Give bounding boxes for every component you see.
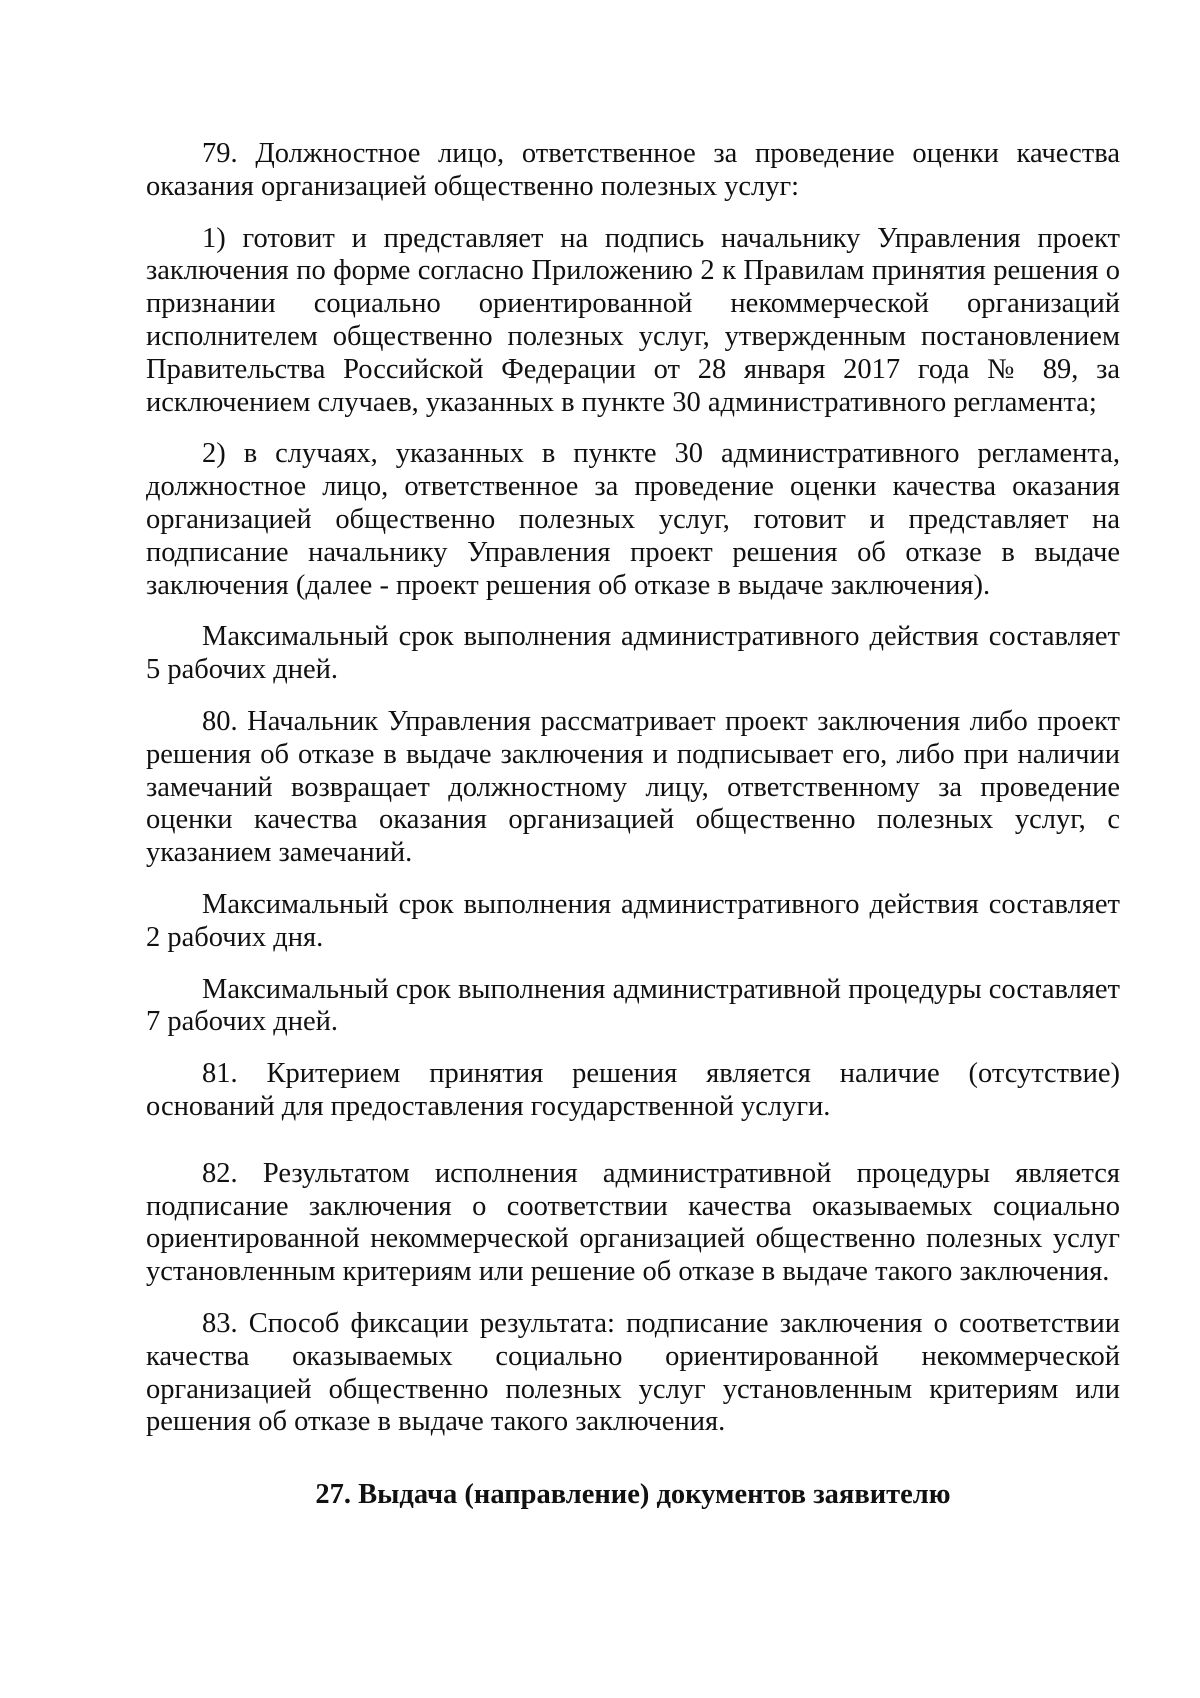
paragraph-81: 81. Критерием принятия решения является наличие (отсутствие) оснований для предоставления государственной услуги. xyxy=(146,1058,1120,1122)
paragraph-79-item-1: 1) готовит и представляет на подпись начальнику Управления проект заключения по форме согласно Приложению 2 к Правилам принятия решения о признании социально ориентированной некоммерческой организаций исполнителем общественно полезных услуг, утвержденным постановлением Правительства Российской Федерации от 28 января 2017 года № 89, за исключением случаев, указанных в пункте 30 административного регламента; xyxy=(146,222,1120,418)
paragraph-82: 82. Результатом исполнения административной процедуры является подписание заключения о соответствии качества оказываемых социально ориентированной некоммерческой организацией общественно полезных услуг установленным критериям или решение об отказе в выдаче такого заключения. xyxy=(146,1157,1120,1288)
paragraph-83: 83. Способ фиксации результата: подписание заключения о соответствии качества оказываемых социально ориентированной некоммерческой организацией общественно полезных услуг установленным критериям или решения об отказе в выдаче такого заключения. xyxy=(146,1307,1120,1438)
paragraph-79-item-2: 2) в случаях, указанных в пункте 30 административного регламента, должностное лицо, ответственное за проведение оценки качества оказания организацией общественно полезных услуг, готовит и представляет на подписание начальнику Управления проект решения об отказе в выдаче заключения (далее - проект решения об отказе в выдаче заключения). xyxy=(146,438,1120,601)
paragraph-79: 79. Должностное лицо, ответственное за проведение оценки качества оказания организацией общественно полезных услуг: xyxy=(146,138,1120,202)
paragraph-80: 80. Начальник Управления рассматривает проект заключения либо проект решения об отказе в выдаче заключения и подписывает его, либо при наличии замечаний возвращает должностному лицу, ответственному за проведение оценки качества оказания организацией общественно полезных услуг, с указанием замечаний. xyxy=(146,705,1120,869)
paragraph-max-term-2-days: Максимальный срок выполнения административного действия составляет 2 рабочих дня. xyxy=(146,888,1120,953)
paragraph-max-term-7-days: Максимальный срок выполнения административной процедуры составляет 7 рабочих дней. xyxy=(146,973,1120,1038)
paragraph-max-term-5-days: Максимальный срок выполнения административного действия составляет 5 рабочих дней. xyxy=(146,621,1120,686)
document-page xyxy=(146,138,1120,1512)
section-heading: 27. Выдача (направление) документов заявителю xyxy=(315,1479,951,1511)
